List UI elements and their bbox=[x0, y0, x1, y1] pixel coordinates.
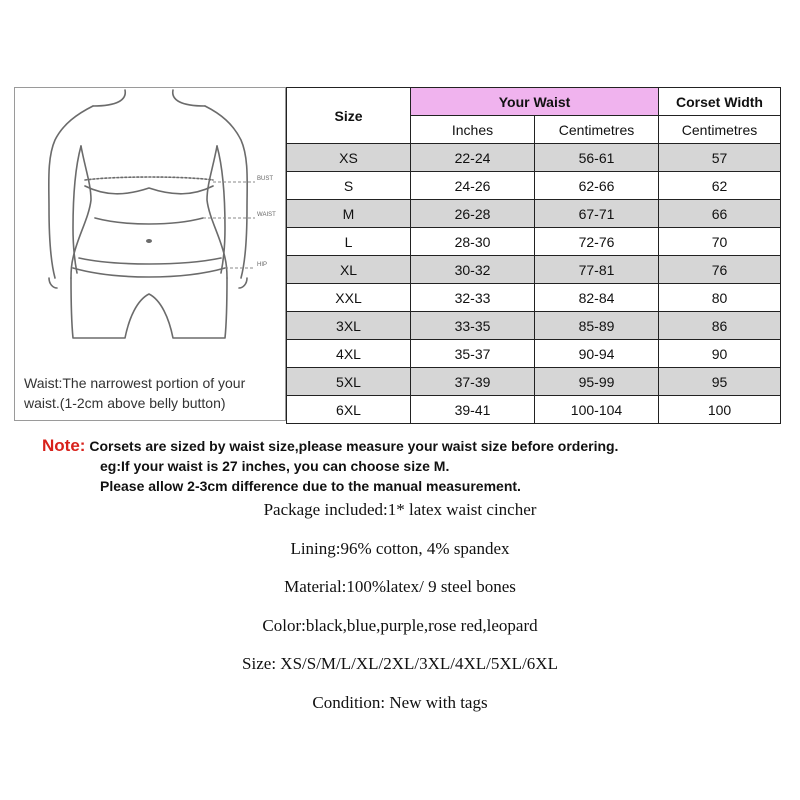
inches-cell: 26-28 bbox=[411, 200, 535, 228]
spec-package: Package included:1* latex waist cincher bbox=[263, 500, 537, 519]
body-figure-box bbox=[14, 87, 286, 421]
size-cell: S bbox=[287, 172, 411, 200]
your-waist-header: Your Waist bbox=[411, 88, 659, 116]
right-arm-outline bbox=[205, 106, 247, 278]
table-row bbox=[287, 284, 781, 312]
cm-cell: 85-89 bbox=[535, 312, 659, 340]
spec-condition: Condition: New with tags bbox=[312, 692, 488, 712]
cm-cell: 100-104 bbox=[535, 396, 659, 424]
inches-cell: 33-35 bbox=[411, 312, 535, 340]
inches-header: Inches bbox=[411, 116, 535, 144]
centimetres-header: Centimetres bbox=[535, 116, 659, 144]
top-whitespace bbox=[0, 0, 800, 84]
cm-cell: 62-66 bbox=[535, 172, 659, 200]
table-row bbox=[287, 396, 781, 424]
size-cell: XS bbox=[287, 144, 411, 172]
corset-cell: 66 bbox=[659, 200, 781, 228]
table-row bbox=[287, 144, 781, 172]
table-row bbox=[287, 312, 781, 340]
waist-band bbox=[95, 218, 203, 224]
inches-cell: 22-24 bbox=[411, 144, 535, 172]
table-row bbox=[287, 340, 781, 368]
size-cell: 4XL bbox=[287, 340, 411, 368]
size-cell: XL bbox=[287, 256, 411, 284]
corset-cell: 57 bbox=[659, 144, 781, 172]
corset-cell: 95 bbox=[659, 368, 781, 396]
cm-cell: 67-71 bbox=[535, 200, 659, 228]
note-line-1: Corsets are sized by waist size,please measure your waist size before ordering. bbox=[89, 438, 619, 454]
body-outline-illustration bbox=[15, 88, 285, 420]
size-header: Size bbox=[287, 88, 411, 144]
inches-cell: 24-26 bbox=[411, 172, 535, 200]
cm-cell: 95-99 bbox=[535, 368, 659, 396]
corset-cell: 90 bbox=[659, 340, 781, 368]
waist-caption bbox=[14, 373, 286, 413]
spec-lining: Lining:96% cotton, 4% spandex bbox=[290, 538, 510, 558]
table-row bbox=[287, 368, 781, 396]
note-line-3: Please allow 2-3cm difference due to the manual measurement. bbox=[100, 478, 521, 494]
inches-cell: 28-30 bbox=[411, 228, 535, 256]
note-line-2: eg:If your waist is 27 inches, you can choose size M. bbox=[100, 458, 450, 474]
cm-cell: 56-61 bbox=[535, 144, 659, 172]
corset-width-header: Corset Width bbox=[659, 88, 781, 116]
table-row bbox=[287, 228, 781, 256]
hip-label: HIP bbox=[257, 262, 268, 268]
hip-band bbox=[73, 268, 225, 277]
table-row bbox=[287, 256, 781, 284]
inches-cell: 30-32 bbox=[411, 256, 535, 284]
corset-cell: 76 bbox=[659, 256, 781, 284]
sizing-note bbox=[42, 436, 618, 496]
inches-cell: 32-33 bbox=[411, 284, 535, 312]
belly-button-marker bbox=[146, 239, 152, 243]
corset-cell: 80 bbox=[659, 284, 781, 312]
table-row bbox=[287, 200, 781, 228]
corset-centimetres-header: Centimetres bbox=[659, 116, 781, 144]
left-arm-outline bbox=[49, 106, 93, 278]
waist-caption-line-2: waist.(1-2cm above belly button) bbox=[24, 395, 226, 411]
size-cell: 3XL bbox=[287, 312, 411, 340]
size-cell: 5XL bbox=[287, 368, 411, 396]
table-header-row-1 bbox=[287, 88, 781, 116]
product-specs bbox=[0, 498, 800, 729]
size-cell: 6XL bbox=[287, 396, 411, 424]
corset-cell: 86 bbox=[659, 312, 781, 340]
corset-cell: 62 bbox=[659, 172, 781, 200]
table-row bbox=[287, 172, 781, 200]
bust-line bbox=[85, 186, 213, 194]
cm-cell: 90-94 bbox=[535, 340, 659, 368]
size-cell: M bbox=[287, 200, 411, 228]
size-cell: L bbox=[287, 228, 411, 256]
shorts-outline bbox=[71, 278, 227, 338]
inches-cell: 39-41 bbox=[411, 396, 535, 424]
cm-cell: 77-81 bbox=[535, 256, 659, 284]
cm-cell: 82-84 bbox=[535, 284, 659, 312]
corset-cell: 100 bbox=[659, 396, 781, 424]
inches-cell: 35-37 bbox=[411, 340, 535, 368]
waist-label: WAIST bbox=[257, 212, 276, 218]
spec-material: Material:100%latex/ 9 steel bones bbox=[284, 577, 516, 596]
corset-cell: 70 bbox=[659, 228, 781, 256]
note-label: Note: bbox=[42, 436, 86, 455]
spec-color: Color:black,blue,purple,rose red,leopard bbox=[262, 615, 538, 635]
waist-caption-line-1: Waist:The narrowest portion of your bbox=[24, 375, 246, 391]
bust-label: BUST bbox=[257, 176, 274, 182]
inches-cell: 37-39 bbox=[411, 368, 535, 396]
size-cell: XXL bbox=[287, 284, 411, 312]
spec-size: Size: XS/S/M/L/XL/2XL/3XL/4XL/5XL/6XL bbox=[242, 654, 558, 673]
size-table bbox=[286, 87, 781, 424]
cm-cell: 72-76 bbox=[535, 228, 659, 256]
